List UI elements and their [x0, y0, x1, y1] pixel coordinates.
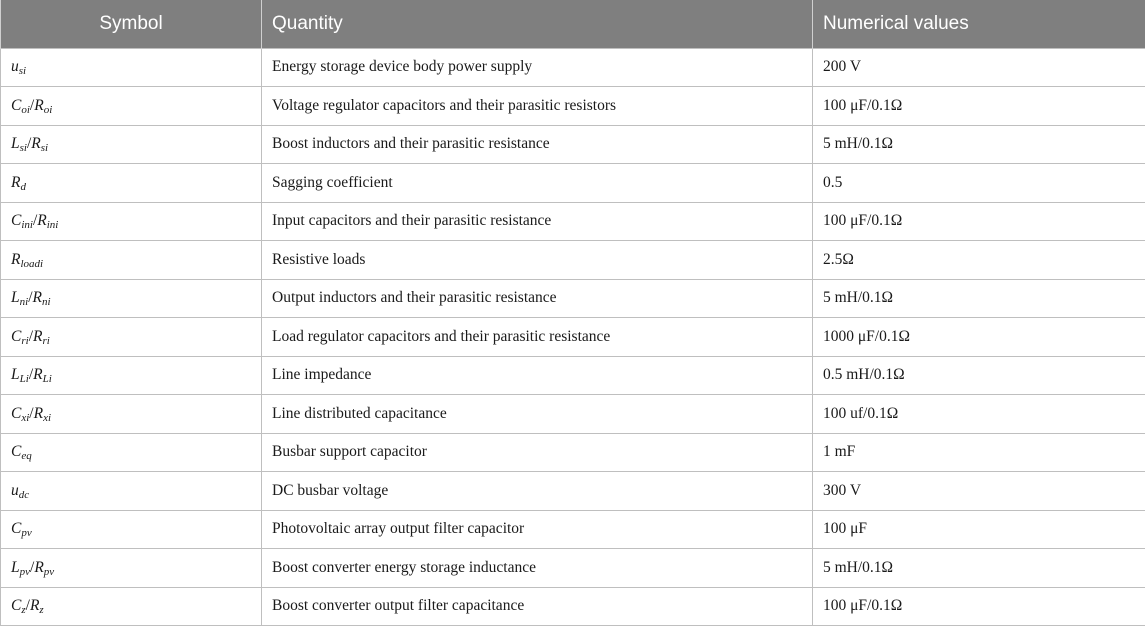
symbol-base: R	[11, 173, 21, 191]
symbol-base: R	[31, 135, 41, 153]
symbol-base: R	[34, 558, 44, 576]
symbol-base: R	[34, 96, 44, 114]
symbol-cell: $L_{ni}/R_{ni}$	[1, 279, 262, 318]
table-row	[1, 279, 1145, 318]
symbol-base: R	[33, 404, 44, 422]
symbol-base: u	[11, 58, 19, 76]
symbol-subscript: ni	[19, 296, 29, 309]
symbol-cell: $L_{pv}/R_{pv}$	[1, 549, 262, 588]
quantity-cell: Boost converter output filter capacitance	[262, 587, 813, 626]
symbol-subscript: xi	[43, 411, 52, 424]
symbol-cell: $L_{si}/R_{si}$	[1, 125, 262, 164]
symbol-subscript: eq	[21, 450, 32, 463]
symbol-subscript: Li	[19, 373, 29, 386]
symbol-cell: $C_{oi}/R_{oi}$	[1, 87, 262, 126]
header-quantity: Quantity	[262, 0, 813, 48]
value-cell: 2.5Ω	[813, 241, 1145, 280]
symbol-subscript: xi	[21, 411, 30, 424]
symbol-base: L	[11, 366, 20, 384]
symbol-subscript: ini	[46, 219, 59, 232]
symbol-cell	[1, 241, 262, 280]
symbol-base: C	[11, 597, 22, 615]
quantity-cell: Output inductors and their parasitic resistance	[262, 279, 813, 318]
value-cell: 100 μF/0.1Ω	[813, 202, 1145, 241]
quantity-cell: Busbar support capacitor	[262, 433, 813, 472]
symbol-subscript: si	[40, 142, 49, 155]
symbol-base: C	[11, 404, 22, 422]
symbol-subscript: pv	[43, 565, 55, 578]
table-row	[1, 356, 1145, 395]
symbol-subscript: loadi	[20, 257, 44, 270]
symbol-subscript: Li	[42, 373, 52, 386]
table-row	[1, 48, 1145, 87]
table-body	[1, 48, 1145, 626]
value-cell: 100 μF	[813, 510, 1145, 549]
table-row	[1, 241, 1145, 280]
symbol-base: u	[11, 481, 19, 499]
table-row	[1, 164, 1145, 203]
symbol-base: R	[11, 250, 21, 268]
symbol-cell: $L_{Li}/R_{Li}$	[1, 356, 262, 395]
symbol-subscript: ini	[21, 219, 33, 232]
symbol-subscript: pv	[21, 527, 32, 540]
symbol-base: C	[11, 520, 22, 538]
symbol-base: R	[37, 212, 47, 230]
value-cell: 300 V	[813, 472, 1145, 511]
table-header-row	[1, 0, 1145, 48]
symbol-subscript: si	[19, 142, 27, 155]
quantity-cell: Boost converter energy storage inductance	[262, 549, 813, 588]
symbol-subscript: dc	[18, 488, 30, 501]
symbol-cell	[1, 164, 262, 203]
quantity-cell: Input capacitors and their parasitic resistance	[262, 202, 813, 241]
symbol-subscript: si	[18, 65, 27, 78]
quantity-cell: Resistive loads	[262, 241, 813, 280]
symbol-base: L	[11, 289, 20, 307]
value-cell: 100 μF/0.1Ω	[813, 587, 1145, 626]
table-row	[1, 202, 1145, 241]
symbol-subscript: ri	[42, 334, 50, 347]
quantity-cell: Voltage regulator capacitors and their parasitic resistors	[262, 87, 813, 126]
symbol-subscript: oi	[43, 103, 53, 116]
symbol-cell: $C_{xi}/R_{xi}$	[1, 395, 262, 434]
quantity-cell: Line distributed capacitance	[262, 395, 813, 434]
quantity-cell: Line impedance	[262, 356, 813, 395]
quantity-cell: DC busbar voltage	[262, 472, 813, 511]
table-row	[1, 395, 1145, 434]
symbol-cell	[1, 48, 262, 87]
symbol-subscript: d	[20, 180, 26, 193]
symbol-base: L	[11, 558, 20, 576]
symbol-base: C	[11, 212, 22, 230]
symbol-base: R	[33, 366, 43, 384]
value-cell: 0.5 mH/0.1Ω	[813, 356, 1145, 395]
quantity-cell: Photovoltaic array output filter capacitor	[262, 510, 813, 549]
table-row	[1, 318, 1145, 357]
symbol-cell	[1, 510, 262, 549]
value-cell: 5 mH/0.1Ω	[813, 279, 1145, 318]
symbol-cell	[1, 472, 262, 511]
symbol-subscript: z	[39, 604, 44, 617]
table-row	[1, 433, 1145, 472]
symbol-cell: $C_z/R_z$	[1, 587, 262, 626]
table-row	[1, 587, 1145, 626]
symbol-base: C	[11, 96, 22, 114]
symbol-base: C	[11, 443, 22, 461]
symbol-subscript: ni	[41, 296, 51, 309]
quantity-cell: Energy storage device body power supply	[262, 48, 813, 87]
symbol-subscript: oi	[21, 103, 30, 116]
value-cell: 5 mH/0.1Ω	[813, 125, 1145, 164]
table-row	[1, 510, 1145, 549]
symbol-cell: $C_{ini}/R_{ini}$	[1, 202, 262, 241]
symbol-base: L	[11, 135, 20, 153]
symbol-base: R	[33, 327, 43, 345]
symbol-cell	[1, 433, 262, 472]
symbol-subscript: ri	[21, 334, 29, 347]
table-row	[1, 125, 1145, 164]
symbol-base: R	[32, 289, 42, 307]
table-row	[1, 549, 1145, 588]
value-cell: 200 V	[813, 48, 1145, 87]
header-value: Numerical values	[813, 0, 1145, 48]
symbol-base: R	[29, 597, 40, 615]
table-row	[1, 472, 1145, 511]
value-cell: 5 mH/0.1Ω	[813, 549, 1145, 588]
quantity-cell: Sagging coefficient	[262, 164, 813, 203]
table-row	[1, 87, 1145, 126]
value-cell: 1000 μF/0.1Ω	[813, 318, 1145, 357]
symbol-base: C	[11, 327, 22, 345]
symbol-subscript: z	[21, 604, 26, 617]
symbol-subscript: pv	[19, 565, 31, 578]
quantity-cell: Load regulator capacitors and their parasitic resistance	[262, 318, 813, 357]
value-cell: 0.5	[813, 164, 1145, 203]
header-symbol: Symbol	[1, 0, 262, 48]
value-cell: 1 mF	[813, 433, 1145, 472]
quantity-cell: Boost inductors and their parasitic resistance	[262, 125, 813, 164]
value-cell: 100 uf/0.1Ω	[813, 395, 1145, 434]
symbol-cell: $C_{ri}/R_{ri}$	[1, 318, 262, 357]
value-cell: 100 μF/0.1Ω	[813, 87, 1145, 126]
